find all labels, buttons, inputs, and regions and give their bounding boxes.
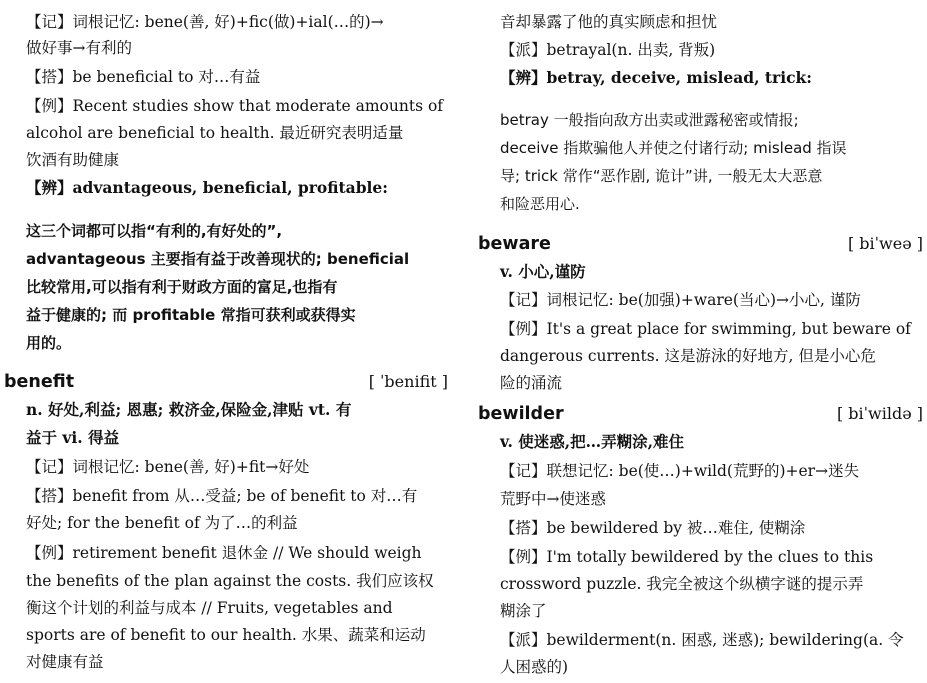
left-text-line: 【例】retirement benefit 退休金 // We should weigh bbox=[26, 544, 422, 562]
pronunciation-bewilder: [ biˈwildə ] bbox=[836, 404, 923, 423]
headword-bewilder: bewilder bbox=[478, 404, 564, 424]
right-text-line: v. 小心,谨防 bbox=[500, 262, 586, 281]
right-text-line: 【例】I'm totally bewildered by the clues to this bbox=[500, 548, 874, 566]
left-text-line: 做好事→有利的 bbox=[26, 39, 132, 57]
right-text-line: crossword puzzle. 我完全被这个纵横字谜的提示弄 bbox=[500, 575, 864, 593]
left-text-line: 益于健康的; 而 profitable 常指可获利或获得实 bbox=[26, 306, 356, 324]
right-text-line: 【搭】be bewildered by 被…难住, 使糊涂 bbox=[500, 519, 806, 537]
pronunciation-benefit: [ ˈbenifit ] bbox=[368, 372, 448, 391]
left-text-line: 这三个词都可以指“有利的,有好处的”, bbox=[26, 222, 283, 240]
right-text-line: 荒野中→使迷惑 bbox=[500, 490, 606, 508]
left-text-line: 【搭】benefit from 从…受益; be of benefit to 对…有 bbox=[26, 487, 418, 505]
left-text-line: 【记】词根记忆: bene(善, 好)+fit→好处 bbox=[26, 458, 310, 476]
right-text-line: 导; trick 常作“恶作剧, 诡计”讲, 一般无太大恶意 bbox=[500, 167, 823, 185]
left-text-line: 【辨】advantageous, beneficial, profitable: bbox=[26, 178, 389, 197]
headword-beware: beware bbox=[478, 234, 551, 254]
right-text-line: 人困惑的) bbox=[500, 658, 569, 676]
right-text-line: 音却暴露了他的真实顾虑和担忧 bbox=[500, 13, 718, 31]
right-text-line: 【记】联想记忆: be(使…)+wild(荒野的)+er→迷失 bbox=[500, 462, 860, 480]
left-text-line: alcohol are beneficial to health. 最近研究表明适量 bbox=[26, 124, 404, 142]
left-text-line: 对健康有益 bbox=[26, 653, 104, 671]
left-text-line: 【例】Recent studies show that moderate amounts of bbox=[26, 97, 444, 115]
right-text-line: 险的涌流 bbox=[500, 374, 563, 392]
left-text-line: 比较常用,可以指有利于财政方面的富足,也指有 bbox=[26, 278, 338, 296]
left-text-line: 【记】词根记忆: bene(善, 好)+fic(做)+ial(…的)→ bbox=[26, 13, 384, 31]
left-text-line: 益于 vi. 得益 bbox=[26, 428, 120, 447]
left-text-line: advantageous 主要指有益于改善现状的; beneficial bbox=[26, 250, 410, 268]
left-text-line: n. 好处,利益; 恩惠; 救济金,保险金,津贴 vt. 有 bbox=[26, 400, 352, 419]
left-text-line: the benefits of the plan against the costs. 我们应该权 bbox=[26, 572, 434, 590]
pronunciation-beware: [ biˈweə ] bbox=[847, 234, 923, 253]
left-text-line: 饮酒有助健康 bbox=[26, 151, 120, 169]
right-text-line: v. 使迷惑,把…弄糊涂,难住 bbox=[500, 432, 685, 451]
left-text-line: sports are of benefit to our health. 水果、蔬菜和运动 bbox=[26, 626, 426, 644]
left-text-line: 衡这个计划的利益与成本 // Fruits, vegetables and bbox=[26, 599, 393, 617]
right-text-line: 【辨】betray, deceive, mislead, trick: bbox=[500, 68, 812, 87]
left-text-line: 用的。 bbox=[26, 334, 72, 352]
right-text-line: 【记】词根记忆: be(加强)+ware(当心)→小心, 谨防 bbox=[500, 291, 861, 309]
right-text-line: 【派】bewilderment(n. 困惑, 迷惑); bewildering(a. 令 bbox=[500, 631, 904, 649]
right-text-line: 【派】betrayal(n. 出卖, 背叛) bbox=[500, 41, 716, 59]
right-text-line: 糊涂了 bbox=[500, 602, 547, 620]
right-text-line: 和险恶用心. bbox=[500, 195, 580, 213]
right-text-line: betray 一般指向敌方出卖或泄露秘密或情报; bbox=[500, 111, 799, 129]
left-text-line: 【搭】be beneficial to 对…有益 bbox=[26, 68, 261, 86]
right-text-line: 【例】It's a great place for swimming, but beware of bbox=[500, 320, 911, 338]
right-text-line: dangerous currents. 这是游泳的好地方, 但是小心危 bbox=[500, 347, 876, 365]
headword-benefit: benefit bbox=[4, 372, 75, 392]
left-text-line: 好处; for the benefit of 为了…的利益 bbox=[26, 514, 298, 532]
right-text-line: deceive 指欺骗他人并使之付诸行动; mislead 指误 bbox=[500, 139, 847, 157]
